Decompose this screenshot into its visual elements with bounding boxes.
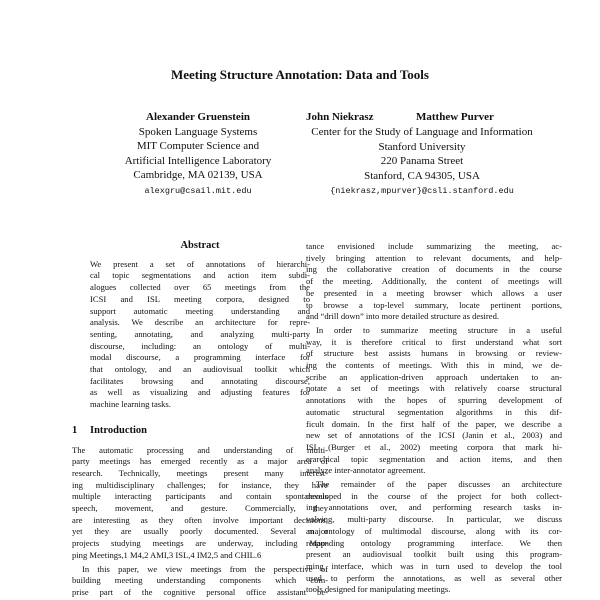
left-column <box>72 240 328 599</box>
affiliation-line: Artificial Intelligence Laboratory <box>124 154 272 167</box>
text-line: annotations with the hopes of spurring development of <box>306 395 562 406</box>
text-line: building meeting understanding components which com- <box>72 575 328 586</box>
text-line: responding ontology programming interface. We then <box>306 537 562 548</box>
text-line: party meetings has emerged recently as a major area of <box>72 456 328 467</box>
text-line: modal discourse, a programming interface for <box>90 352 310 363</box>
text-line: ing the collaborative creation of documents in the course <box>306 264 562 275</box>
text-line: discourse, including: an ontology of multi- <box>90 340 310 351</box>
text-line: ISL (Burger et al., 2002) meeting corpora that mark hi- <box>306 441 562 452</box>
affiliation-line: Stanford, CA 94305, USA <box>364 169 480 182</box>
paper-title: Meeting Structure Annotation: Data and Tools <box>171 67 429 82</box>
text-line: senting, annotating, and analyzing multi-party <box>90 328 310 339</box>
text-line: way, it is therefore critical to first understand what sort <box>306 336 562 347</box>
text-line: of structure best assists humans in browsing or review- <box>306 348 562 359</box>
intro-paragraph-1 <box>72 445 328 562</box>
text-line: cal topic segmentations and action item subdi- <box>90 270 310 281</box>
text-line: support automatic meeting understanding and <box>90 305 310 316</box>
text-line: speech, movement, and gesture. Commercially, they <box>72 503 328 514</box>
text-line: In this paper, we view meetings from the perspective of <box>82 563 328 574</box>
text-line: tools designed for manipulating meetings. <box>306 584 451 595</box>
affiliation-line: Center for the Study of Language and Information <box>311 126 533 138</box>
text-line: multiple interacting participants and contain spontaneous <box>72 491 328 502</box>
author-name: Alexander Gruenstein <box>146 111 250 123</box>
text-line: and “drill down” into more detailed structure as desired. <box>306 311 500 322</box>
text-line: that ontology, and an audiovisual toolkit which <box>90 364 310 375</box>
section-title: Introduction <box>90 424 147 436</box>
text-line: research. Technically, meetings present many interest- <box>72 467 328 478</box>
author-email: alexgru@csail.mit.edu <box>144 185 252 196</box>
text-line: projects studying meetings are underway, including Map- <box>72 538 328 549</box>
text-line: new set of annotations of the ICSI (Janin et al., 2003) and <box>306 430 562 441</box>
text-line: are interesting as they often involve important decisions, <box>72 514 328 525</box>
text-line: ficult domain. In the first half of the paper, we describe a <box>306 418 562 429</box>
body-paragraph <box>306 479 562 596</box>
text-line: automatic structural segmentation algorithms in this dif- <box>306 406 562 417</box>
text-line: tance envisioned include summarizing the meeting, ac- <box>306 241 562 251</box>
author-name: John Niekrasz <box>306 111 374 123</box>
text-line: volving, multi-party discourse. In particular, we discuss <box>306 514 562 525</box>
text-line: to browse a top-level summary, locate pertinent portions, <box>306 299 562 310</box>
text-line: ping Meetings,1 M4,2 AMI,3 ISL,4 IM2,5 and CHIL.6 <box>72 549 262 560</box>
text-line: an ontology of multimodal discourse, along with its cor- <box>306 525 562 536</box>
abstract-body <box>90 259 310 411</box>
section-number: 1 <box>72 424 78 436</box>
text-line: The automatic processing and understanding of multi- <box>72 444 328 455</box>
text-line: analysis. We describe an architecture for repre- <box>90 317 310 328</box>
text-line: analyze inter-annotator agreement. <box>306 465 426 476</box>
text-line: ICSI and ISL meeting corpora, designed to <box>90 293 310 304</box>
text-line: ing multidisciplinary challenges; for instance, they have <box>72 479 328 490</box>
text-line: prise part of the cognitive personal office assistant be- <box>72 586 328 597</box>
text-line: notate a set of meetings with relatively coarse structural <box>306 383 562 394</box>
affiliation-line: Spoken Language Systems <box>138 125 258 138</box>
affiliation-line: 220 Panama Street <box>380 155 464 167</box>
text-line: be presented in a meeting browser which allows a user <box>306 287 562 298</box>
text-line: erarchical topic segmentation and action items, and then <box>306 453 562 464</box>
text-line: used to perform the annotations, as well as several other <box>306 572 562 583</box>
text-line: The remainder of the paper discusses an architecture <box>316 479 562 490</box>
text-line: as well as visualizing and adjusting features for <box>90 387 310 398</box>
text-line: yet they are usually poorly documented. Several major <box>72 526 328 537</box>
intro-paragraph-2 <box>72 564 328 599</box>
text-line: In order to summarize meeting structure in a useful <box>316 324 562 335</box>
text-line: of the meeting. Additionally, the content of meetings will <box>306 276 562 287</box>
text-line: scribe an application-driven approach undertaken to an- <box>306 371 562 382</box>
text-line: developed in the course of the project for both collect- <box>306 490 562 501</box>
text-line: alogues collected over 65 meetings from the <box>90 282 310 293</box>
text-line: present an audiovisual toolkit built using this program- <box>306 549 562 560</box>
body-paragraph <box>306 325 562 477</box>
body-paragraph <box>306 241 562 323</box>
text-line: facilitates browsing and annotating discourse, <box>90 375 310 386</box>
affiliation-line: Stanford University <box>378 140 466 153</box>
text-line: We present a set of annotations of hierarchi- <box>90 258 310 269</box>
author-name: Matthew Purver <box>416 111 494 123</box>
text-line: ing annotations over, and performing research tasks in- <box>306 502 562 513</box>
section-heading-introduction <box>72 425 328 437</box>
affiliation-line: MIT Computer Science and <box>136 140 260 152</box>
author-block-stanford <box>280 110 564 199</box>
text-line: ming interface, which was in turn used to develop the tool <box>306 560 562 571</box>
text-line: ing the contents of meetings. With this in mind, we de- <box>306 360 562 371</box>
author-email: {niekrasz,mpurver}@csli.stanford.edu <box>330 186 514 196</box>
text-line: tively bringing attention to relevant documents, and help- <box>306 252 562 263</box>
affiliation-line: Cambridge, MA 02139, USA <box>133 169 263 181</box>
author-block-mit <box>112 110 284 198</box>
text-line: machine learning tasks. <box>90 399 171 410</box>
right-column <box>306 241 562 596</box>
abstract-heading: Abstract <box>180 240 220 251</box>
